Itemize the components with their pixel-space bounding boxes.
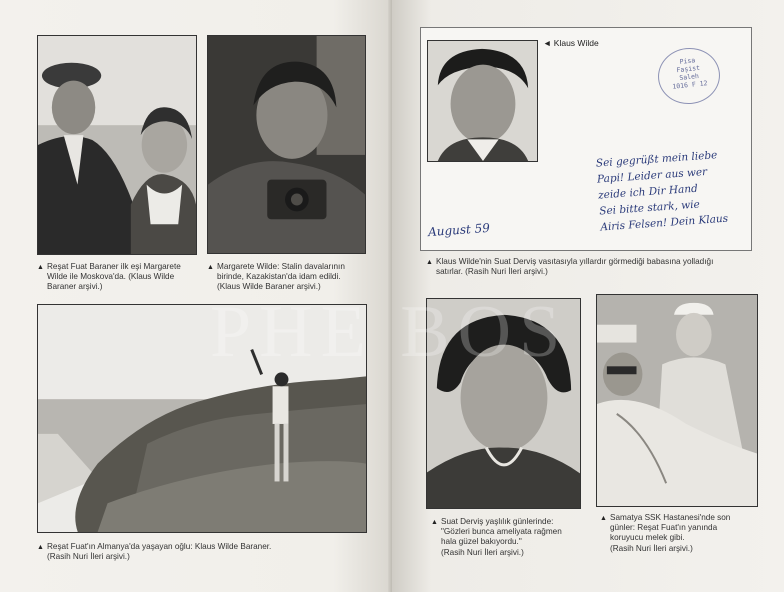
postmark-stamp: Pisa Faşist Saleh 1016 F 12 — [655, 45, 723, 107]
caption-suat-dervis — [431, 517, 591, 558]
photo-margarete-wilde — [207, 35, 366, 254]
label-text: Klaus Wilde — [553, 38, 599, 48]
caption-text: Suat Derviş yaşlılık günlerinde: "Gözleri bunca ameliyata rağmen hala güzel bakıyordu." (Rasih Nuri İleri arşivi.) — [441, 517, 562, 557]
watermark: PHE BOS — [210, 291, 569, 373]
caption-text: Klaus Wilde'nin Suat Derviş vasıtasıyla yıllardır görmediği babasına yolladığı satırlar. (Rasih Nuri İleri arşivi.) — [436, 257, 714, 277]
label-marker-icon: ◄ — [543, 38, 552, 48]
caption-marker-icon: ▲ — [426, 259, 433, 266]
caption-hospital — [600, 513, 765, 554]
caption-text: Reşat Fuat Baraner ilk eşi Margarete Wilde ile Moskova'da. (Klaus Wilde Baraner arşivi.) — [47, 262, 181, 292]
caption-marker-icon: ▲ — [431, 519, 438, 526]
caption-text: Reşat Fuat'ın Almanya'da yaşayan oğlu: Klaus Wilde Baraner. (Rasih Nuri İleri arşivi.) — [47, 542, 272, 562]
caption-text: Margarete Wilde: Stalin davalarının birinde, Kazakistan'da idam edildi. (Klaus Wilde Baraner arşivi.) — [217, 262, 345, 292]
caption-marker-icon: ▲ — [37, 264, 44, 271]
caption-klaus-germany — [37, 542, 382, 562]
photo-hospital — [596, 294, 758, 507]
photo-klaus-young — [427, 40, 538, 162]
caption-margarete — [207, 262, 372, 293]
caption-marker-icon: ▲ — [37, 544, 44, 551]
postcard-message: Sei gegrüßt mein liebe Papi! Leider aus wer zeide ich Dir Hand Sei bitte stark, wie Airis Felsen! Dein Klaus — [595, 149, 729, 234]
caption-marker-icon: ▲ — [600, 515, 607, 522]
caption-text: Samatya SSK Hastanesi'nde son günler: Reşat Fuat'ın yanında koruyucu melek gibi. (Rasih Nuri İleri arşivi.) — [610, 513, 731, 553]
caption-marker-icon: ▲ — [207, 264, 214, 271]
caption-couple — [37, 262, 202, 293]
photo-klaus-germany — [37, 304, 367, 533]
photo-suat-dervis — [426, 298, 581, 509]
postcard-date: August 59 — [427, 220, 491, 240]
photo-couple-moscow — [37, 35, 197, 255]
caption-postcard — [426, 257, 771, 277]
postcard-label — [543, 38, 599, 48]
